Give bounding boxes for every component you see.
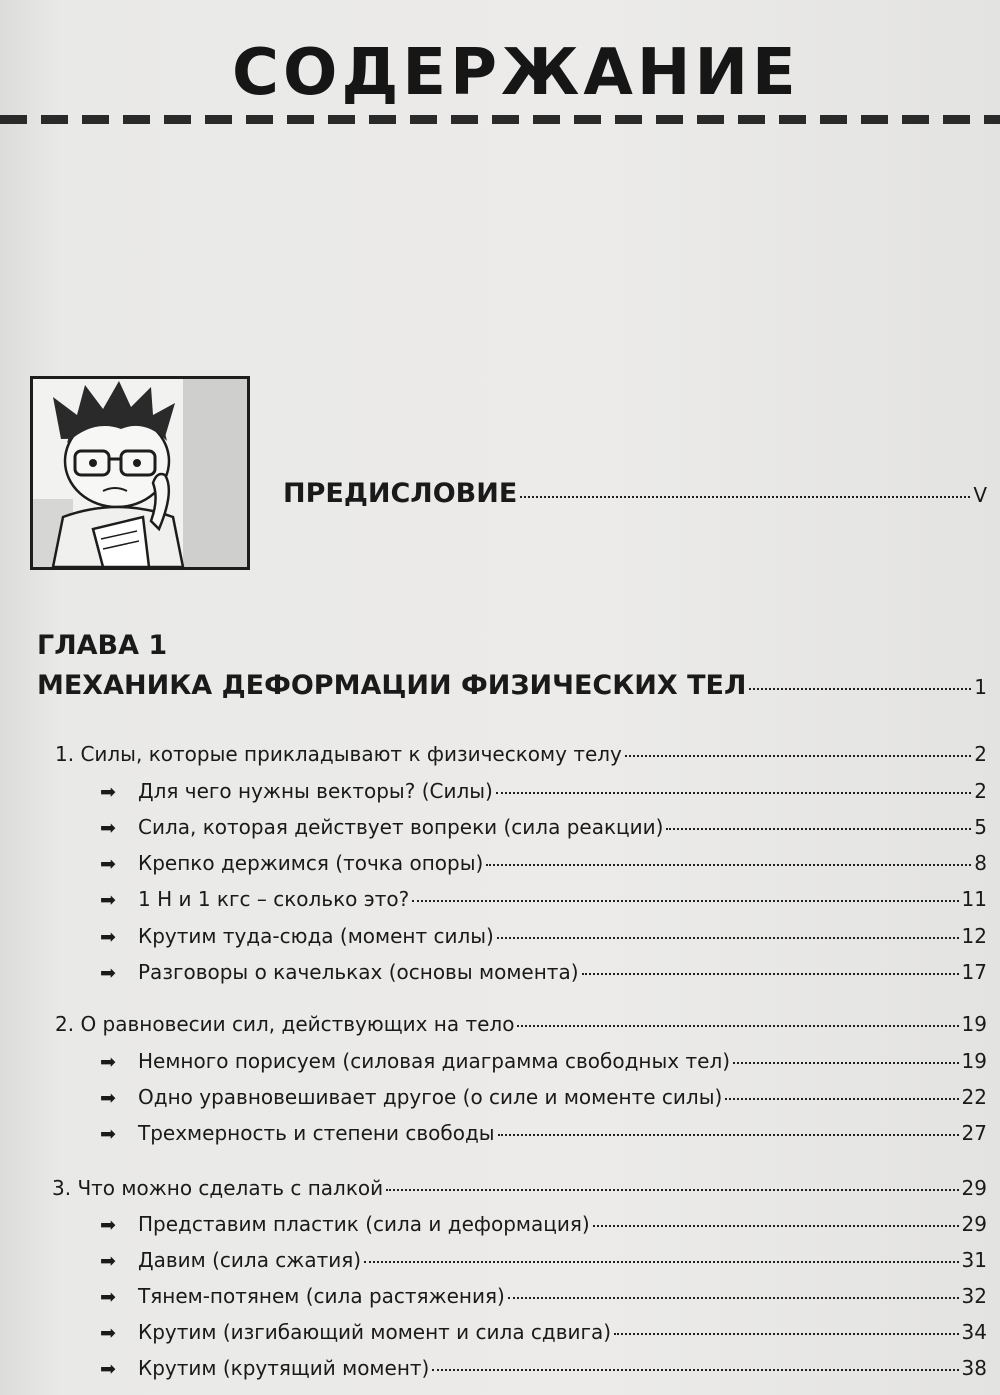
toc-subsection-title: Представим пластик (сила и деформация) [138,1212,590,1236]
toc-subsection-title: Сила, которая действует вопреки (сила реакции) [138,815,664,839]
dot-leader [625,755,971,757]
toc-subsection[interactable] [100,851,987,875]
toc-subsection[interactable] [100,887,987,911]
toc-subsection[interactable] [100,1284,987,1308]
toc-section[interactable] [55,742,987,766]
arrow-right-icon: ➡ [100,889,116,911]
toc-subsection-title: Крепко держимся (точка опоры) [138,851,484,875]
dot-leader [520,496,970,498]
arrow-right-icon: ➡ [100,853,116,875]
arrow-right-icon: ➡ [100,926,116,948]
toc-subsection-title: 1 Н и 1 кгс – сколько это? [138,887,410,911]
arrow-right-icon: ➡ [100,781,116,803]
toc-entry-page: 5 [974,815,987,839]
toc-entry-page: 2 [974,742,987,766]
toc-subsection[interactable] [100,924,987,948]
toc-section[interactable] [52,1176,987,1200]
toc-entry-page: 19 [961,1049,987,1073]
toc-subsection[interactable] [100,1212,987,1236]
dot-leader [508,1297,959,1299]
reading-boy-icon [30,376,250,570]
toc-subsection[interactable] [100,815,987,839]
toc-entry-title: МЕХАНИКА ДЕФОРМАЦИИ ФИЗИЧЕСКИХ ТЕЛ [37,670,747,701]
toc-subsection-title: Давим (сила сжатия) [138,1248,362,1272]
arrow-right-icon: ➡ [100,817,116,839]
dot-leader [593,1225,959,1227]
dot-leader [517,1025,958,1027]
dot-leader [432,1369,958,1371]
toc-entry-page: 38 [961,1356,987,1380]
toc-entry-page: 11 [961,887,987,911]
toc-entry-chapter[interactable] [37,670,987,701]
dot-leader [412,900,958,902]
dot-leader [386,1189,958,1191]
dot-leader [733,1062,959,1064]
dot-leader [666,828,971,830]
toc-entry-page: 19 [961,1012,987,1036]
dot-leader [497,937,959,939]
toc-subsection[interactable] [100,779,987,803]
toc-entry-page: 22 [961,1085,987,1109]
toc-entry-page: 29 [961,1212,987,1236]
dot-leader [496,792,971,794]
toc-subsection-title: Немного порисуем (силовая диаграмма свободных тел) [138,1049,731,1073]
toc-subsection[interactable] [100,1320,987,1344]
arrow-right-icon: ➡ [100,1087,116,1109]
chapter-label: ГЛАВА 1 [37,630,168,661]
toc-subsection[interactable] [100,1248,987,1272]
dot-leader [486,864,971,866]
toc-subsection-title: Разговоры о качельках (основы момента) [138,960,579,984]
toc-entry-page: 1 [974,675,987,699]
toc-entry-page: 27 [961,1121,987,1145]
toc-entry-page: 2 [974,779,987,803]
arrow-right-icon: ➡ [100,1286,116,1308]
toc-entry-page: 31 [961,1248,987,1272]
toc-subsection-title: Трехмерность и степени свободы [138,1121,495,1145]
dot-leader [364,1261,958,1263]
arrow-right-icon: ➡ [100,1250,116,1272]
arrow-right-icon: ➡ [100,1123,116,1145]
toc-subsection[interactable] [100,1356,987,1380]
toc-entry-page: 17 [961,960,987,984]
toc-subsection-title: Крутим (крутящий момент) [138,1356,430,1380]
toc-subsection[interactable] [100,1049,987,1073]
toc-section-title: 2. О равновесии сил, действующих на тело [55,1012,515,1036]
dot-leader [498,1134,959,1136]
toc-entry-page: 8 [974,851,987,875]
arrow-right-icon: ➡ [100,1322,116,1344]
toc-entry-page: 34 [961,1320,987,1344]
toc-entry-page: 32 [961,1284,987,1308]
page-title: СОДЕРЖАНИЕ [232,36,800,110]
dot-leader [614,1333,958,1335]
toc-subsection-title: Для чего нужны векторы? (Силы) [138,779,493,803]
toc-subsection-title: Тянем-потянем (сила растяжения) [138,1284,505,1308]
arrow-right-icon: ➡ [100,962,116,984]
arrow-right-icon: ➡ [100,1358,116,1380]
toc-subsection-title: Крутим туда-сюда (момент силы) [138,924,494,948]
toc-entry-page: 29 [961,1176,987,1200]
toc-subsection[interactable] [100,960,987,984]
dot-leader [749,688,971,690]
arrow-right-icon: ➡ [100,1051,116,1073]
arrow-right-icon: ➡ [100,1214,116,1236]
toc-entry-preface[interactable] [283,478,987,509]
dot-leader [725,1098,958,1100]
toc-entry-title: ПРЕДИСЛОВИЕ [283,478,518,509]
toc-section[interactable] [55,1012,987,1036]
dashed-divider [0,115,1000,124]
toc-subsection-title: Одно уравновешивает другое (о силе и моменте силы) [138,1085,723,1109]
toc-subsection-title: Крутим (изгибающий момент и сила сдвига) [138,1320,612,1344]
toc-entry-page: 12 [961,924,987,948]
toc-section-title: 1. Силы, которые прикладывают к физическому телу [55,742,622,766]
toc-subsection[interactable] [100,1121,987,1145]
reading-boy-drawing [33,379,247,567]
toc-entry-page: V [973,483,987,507]
toc-subsection[interactable] [100,1085,987,1109]
dot-leader [582,973,959,975]
toc-section-title: 3. Что можно сделать с палкой [52,1176,384,1200]
